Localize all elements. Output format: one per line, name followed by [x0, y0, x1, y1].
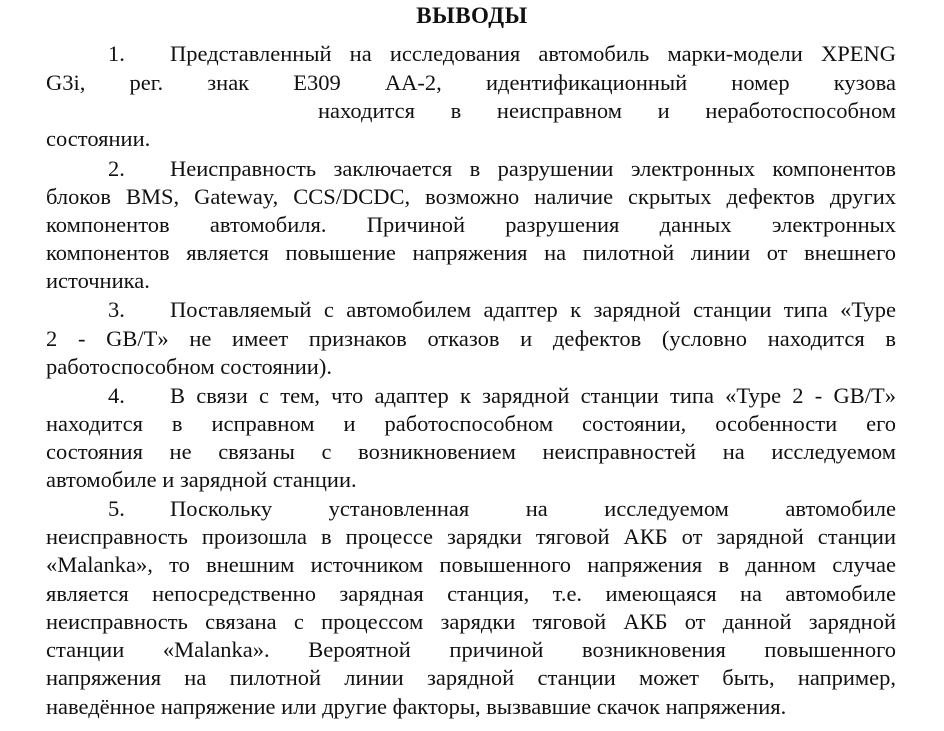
paragraph-line: станции «Malanka». Вероятной причиной возникновения повышенного — [46, 637, 896, 662]
item-number: 5. — [108, 496, 125, 521]
paragraph-line: источника. — [46, 268, 150, 293]
paragraph-line: находится в неисправном и неработоспособном — [318, 98, 896, 123]
paragraph-line: работоспособном состоянии). — [46, 354, 332, 379]
paragraph-line: «Malanka», то внешним источником повышенного напряжения в данном случае — [46, 552, 896, 577]
item-number: 2. — [108, 156, 125, 181]
paragraph-line: является непосредственно зарядная станция, т.е. имеющаяся на автомобиле — [46, 581, 896, 606]
item-number: 1. — [108, 41, 125, 66]
paragraph-line: компонентов автомобиля. Причиной разрушения данных электронных — [46, 212, 896, 237]
paragraph-line: компонентов является повышение напряжения на пилотной линии от внешнего — [46, 240, 896, 265]
page-title: ВЫВОДЫ — [416, 3, 528, 28]
paragraph-line: G3i, рег. знак Е309 АА-2, идентификационный номер кузова — [46, 70, 896, 95]
item-number: 3. — [108, 297, 125, 322]
paragraph-line: 4. В связи с тем, что адаптер к зарядной станции типа «Type 2 - GB/T» — [108, 383, 896, 408]
paragraph-line: находится в исправном и работоспособном состоянии, особенности его — [46, 411, 896, 436]
paragraph-line: 5. Поскольку установленная на исследуемом автомобиле — [108, 496, 896, 521]
paragraph-line: состоянии. — [46, 126, 151, 151]
paragraph-line: 3. Поставляемый с автомобилем адаптер к зарядной станции типа «Type — [108, 297, 896, 322]
paragraph-line: наведённое напряжение или другие факторы, вызвавшие скачок напряжения. — [46, 694, 787, 719]
paragraph-line: неисправность произошла в процессе зарядки тяговой АКБ от зарядной станции — [46, 524, 896, 549]
item-number: 4. — [108, 383, 125, 408]
paragraph-line: 2 - GB/T» не имеет признаков отказов и дефектов (условно находится в — [46, 326, 896, 351]
paragraph-line: состояния не связаны с возникновением неисправностей на исследуемом — [46, 439, 896, 464]
paragraph-line: 2. Неисправность заключается в разрушении электронных компонентов — [108, 156, 896, 181]
paragraph-line: 1. Представленный на исследования автомобиль марки-модели XPENG — [108, 41, 896, 66]
paragraph-line: блоков BMS, Gateway, CCS/DCDC, возможно наличие скрытых дефектов других — [46, 184, 896, 209]
paragraph-line: неисправность связана с процессом зарядки тяговой АКБ от данной зарядной — [46, 609, 896, 634]
paragraph-line: напряжения на пилотной линии зарядной станции может быть, например, — [46, 665, 896, 690]
paragraph-line: автомобиле и зарядной станции. — [46, 467, 357, 492]
